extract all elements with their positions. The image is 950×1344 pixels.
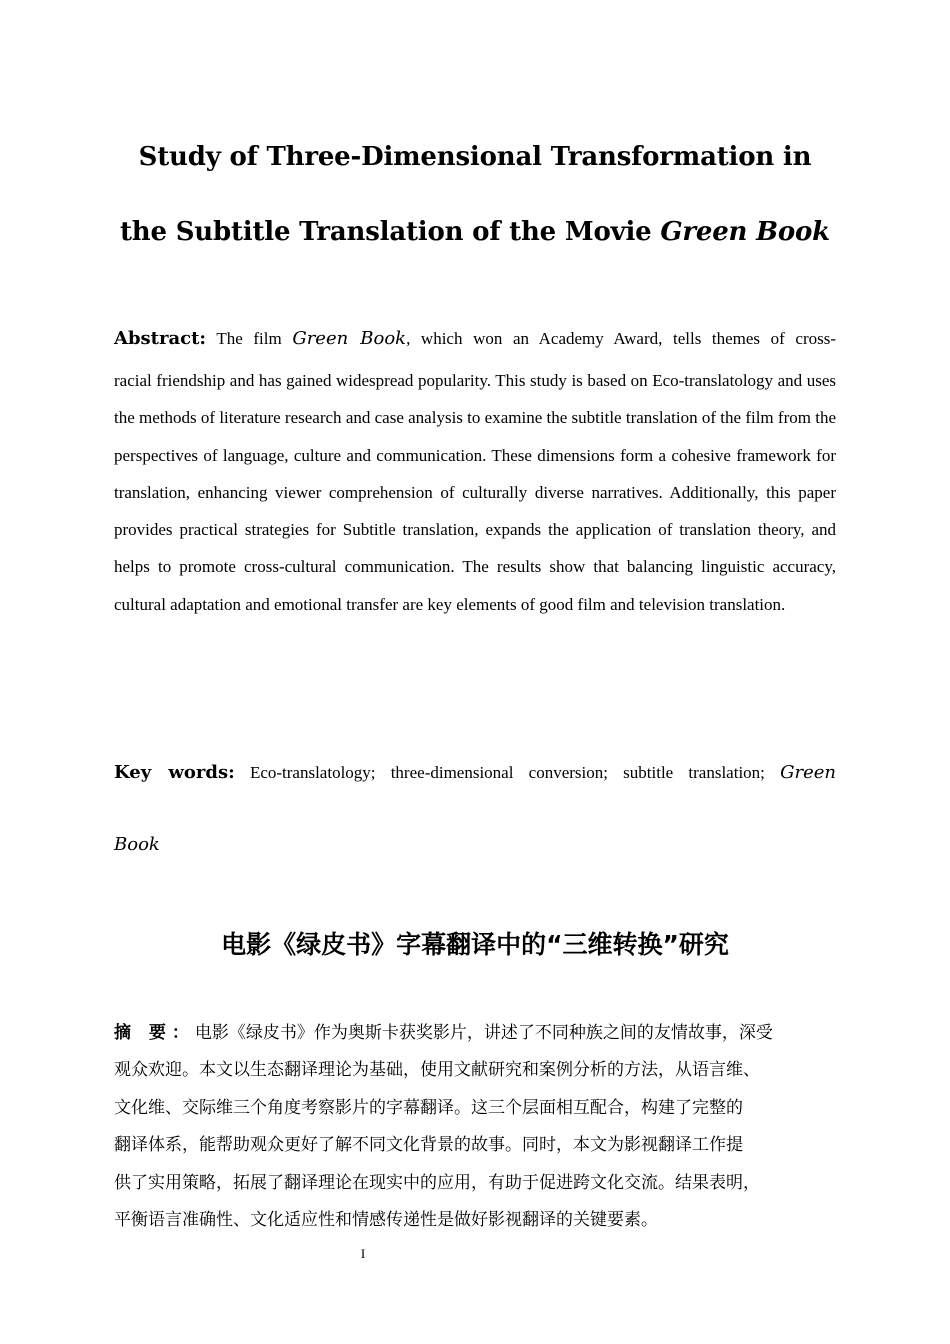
cn-abstract-line: 翻译体系，能帮助观众更好了解不同文化背景的故事。同时，本文为影视翻译工作提 (114, 1135, 743, 1156)
chinese-title: 电影《绿皮书》字幕翻译中的“三维转换”研究 (221, 930, 729, 959)
keywords-italic-1: Green (780, 762, 836, 783)
title-line-1-text: Study of Three-Dimensional Transformation in (138, 142, 812, 172)
chinese-abstract (114, 1015, 854, 1239)
cn-abstract-line-text: 电影《绿皮书》作为奥斯卡获奖影片，讲述了不同种族之间的友情故事，深受 (194, 1023, 773, 1043)
title-line-2-text: the Subtitle Translation of the Movie (120, 217, 661, 247)
keywords-italic-2: Book (114, 834, 160, 855)
abstract-body: racial friendship and has gained widespread popularity. This study is based on Eco-translatology and uses the methods of literature research and case analysis to examine the subtitle translation of the film from the perspectives of language, culture and communication. These dimensions form a cohesive framework for translation, enhancing viewer comprehension of culturally diverse narratives. Additionally, this paper provides practical strategies for Subtitle translation, expands the application of translation theory, and helps to promote cross-cultural communication. The results show that balancing linguistic accuracy, cultural adaptation and emotional transfer are key elements of good film and television translation. (114, 371, 836, 614)
title-movie-name: Green Book (660, 217, 830, 247)
english-keywords (114, 756, 836, 860)
cn-abstract-line (114, 1015, 854, 1052)
page-number: I (360, 1246, 366, 1261)
cn-abstract-line: 平衡语言准确性、文化适应性和情感传递性是做好影视翻译的关键要素。 (114, 1210, 658, 1231)
cn-abstract-line: 观众欢迎。本文以生态翻译理论为基础，使用文献研究和案例分析的方法，从语言维、 (114, 1060, 760, 1081)
cn-abstract-line: 文化维、交际维三个角度考察影片的字幕翻译。这三个层面相互配合，构建了完整的 (114, 1097, 743, 1118)
abstract-movie-name: Green Book (292, 328, 407, 349)
abstract-first-pre: The film (216, 329, 293, 348)
cn-abstract-line: 供了实用策略，拓展了翻译理论在现实中的应用，有助于促进跨文化交流。结果表明， (114, 1172, 760, 1193)
abstract-first-post: , which won an Academy Award, tells themes of cross- (406, 329, 836, 348)
keywords-text: Eco-translatology; three-dimensional conversion; subtitle translation; (249, 763, 765, 782)
abstract-label: Abstract: (114, 328, 207, 349)
abstract-first-line (114, 322, 836, 362)
title-line-2 (0, 217, 950, 247)
cn-abstract-label: 摘 要： (114, 1023, 195, 1043)
title-line-1 (0, 142, 950, 172)
keywords-label: Key words: (114, 762, 235, 783)
keywords-line-1 (114, 756, 836, 790)
english-abstract (114, 322, 836, 623)
